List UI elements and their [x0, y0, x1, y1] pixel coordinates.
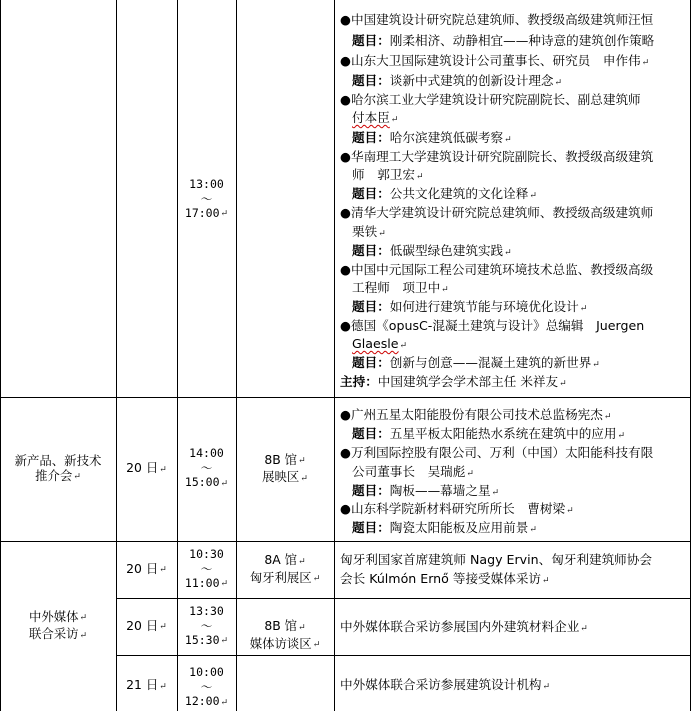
- speaker-line: ●清华大学建筑设计研究院总建筑师、教授级高级建筑师: [340, 205, 654, 220]
- date-cell: 21 日↵: [126, 677, 167, 693]
- event-name-cell: 中外媒体↵ 联合采访↵: [28, 608, 88, 641]
- speaker-line: ●广州五星太阳能股份有限公司技术总监杨宪杰↵: [340, 407, 612, 422]
- title-line: 题目：五星平板太阳能热水系统在建筑中的应用↵: [352, 426, 626, 441]
- date-cell: 20 日↵: [126, 617, 167, 633]
- date-cell: 20 日↵: [126, 560, 167, 576]
- time-start: 10:30: [189, 546, 224, 561]
- speaker-line: 栗铁↵: [352, 224, 386, 239]
- title-line: 题目：如何进行建筑节能与环境优化设计↵: [352, 299, 588, 314]
- interview-detail: [335, 655, 690, 711]
- speaker-line: 付本臣↵: [352, 110, 399, 125]
- venue: 8B 馆: [264, 618, 298, 633]
- date-cell: 20 日↵: [126, 460, 167, 476]
- venue-cell: 8B 馆↵ 媒体访谈区↵: [249, 618, 321, 651]
- time-separator: ～: [200, 618, 213, 633]
- interview-text: 会长 Kúlmón Ernő 等接受媒体采访↵: [340, 571, 550, 586]
- event-name: 中外媒体: [28, 608, 79, 624]
- event-name: 推介会: [35, 467, 73, 483]
- speaker-line: 公司董事长 吴瑞彪↵: [352, 464, 474, 479]
- title-line: 题目：陶瓷太阳能板及应用前景↵: [352, 520, 537, 535]
- time-separator: ～: [200, 561, 213, 576]
- speaker-line: ●山东科学院新材料研究所所长 曹树梁↵: [340, 501, 574, 516]
- event-name: 联合采访: [28, 626, 79, 641]
- interview-detail: [335, 598, 690, 655]
- time-start: 10:00: [189, 665, 224, 680]
- time-end: 17:00: [184, 205, 220, 220]
- time-end: 11:00: [184, 575, 220, 590]
- speaker-line: ●德国《opusC-混凝土建筑与设计》总编辑 Juergen: [340, 318, 645, 333]
- title-line: 题目：低碳型绿色建筑实践↵: [352, 243, 512, 258]
- host-line: 主持：中国建筑学会学术部主任 米祥友↵: [340, 374, 567, 389]
- title-line: 题目：公共文化建筑的文化诠释↵: [352, 186, 537, 201]
- venue-area: 展映区: [262, 469, 300, 484]
- speaker-line: ●华南理工大学建筑设计研究院副院长、教授级高级建筑: [340, 149, 654, 164]
- speaker-line: ●哈尔滨工业大学建筑设计研究院副院长、副总建筑师: [340, 92, 641, 107]
- time-cell: 13:30 ～ 15:30↵: [184, 603, 229, 647]
- speaker-line: Glaesle↵: [352, 336, 408, 351]
- date: 20 日: [126, 617, 159, 633]
- speaker-line: ●中国中元国际工程公司建筑环境技术总监、教授级高级: [340, 262, 654, 277]
- time-separator: ～: [200, 461, 213, 476]
- date: 20 日: [126, 560, 159, 576]
- time-separator: ～: [200, 680, 213, 695]
- title-line: 题目：刚柔相济、动静相宜——种诗意的建筑创作策略: [352, 33, 655, 48]
- interview-text: 中外媒体联合采访参展国内外建筑材料企业↵: [340, 619, 588, 634]
- time-end: 15:30: [184, 632, 220, 647]
- time-cell: 10:00 ～ 12:00↵: [184, 665, 229, 709]
- time-cell: 14:00 ～ 15:00↵: [184, 446, 229, 490]
- time-start: 14:00: [189, 446, 224, 461]
- venue-area: 媒体访谈区: [249, 635, 312, 651]
- venue: 8B 馆: [264, 451, 298, 467]
- title-line: 题目：创新与创意——混凝土建筑的新世界↵: [352, 355, 600, 370]
- time-end: 12:00: [184, 694, 220, 709]
- interview-text: 匈牙利国家首席建筑师 Nagy Ervin、匈牙利建筑师协会: [340, 552, 652, 567]
- venue-area: 匈牙利展区: [249, 569, 312, 585]
- time-cell: [177, 0, 236, 397]
- title-line: 题目：陶板——幕墙之星↵: [352, 483, 500, 498]
- interview-text: 中外媒体联合采访参展建筑设计机构↵: [340, 677, 551, 692]
- date: 21 日: [126, 677, 159, 693]
- event-name: 新产品、新技术: [14, 452, 102, 468]
- interview-detail: [335, 541, 690, 598]
- title-line: 题目：哈尔滨建筑低碳考察↵: [352, 130, 512, 145]
- time-start: 13:00: [189, 176, 224, 191]
- time-cell: 10:30 ～ 11:00↵: [184, 546, 229, 590]
- speaker-line: ●山东大卫国际建筑设计公司董事长、研究员 申作伟↵: [340, 53, 650, 68]
- speaker-line: 工程师 项卫中↵: [352, 280, 449, 295]
- speaker-line: 师 郭卫宏↵: [352, 167, 424, 182]
- event-name-cell: 新产品、新技术 推介会↵: [14, 452, 102, 483]
- lecture-list: [335, 0, 690, 397]
- title-line: 题目：谈新中式建筑的创新设计理念↵: [352, 73, 563, 88]
- venue-cell: 8A 馆↵ 匈牙利展区↵: [249, 552, 321, 585]
- speaker-line: ●万利国际控股有限公司、万利（中国）太阳能科技有限: [340, 445, 654, 460]
- date: 20 日: [126, 460, 159, 476]
- paragraph-mark-icon: ↵: [220, 209, 229, 220]
- venue-cell: 8B 馆↵ 展映区↵: [262, 451, 308, 484]
- time-end: 15:00: [184, 475, 220, 490]
- time-start: 13:30: [189, 603, 224, 618]
- time-separator: ～: [200, 191, 213, 206]
- speaker-line: ●中国建筑设计研究院总建筑师、教授级高级建筑师汪恒: [340, 12, 654, 27]
- product-list: [335, 397, 690, 541]
- venue: 8A 馆: [264, 552, 298, 567]
